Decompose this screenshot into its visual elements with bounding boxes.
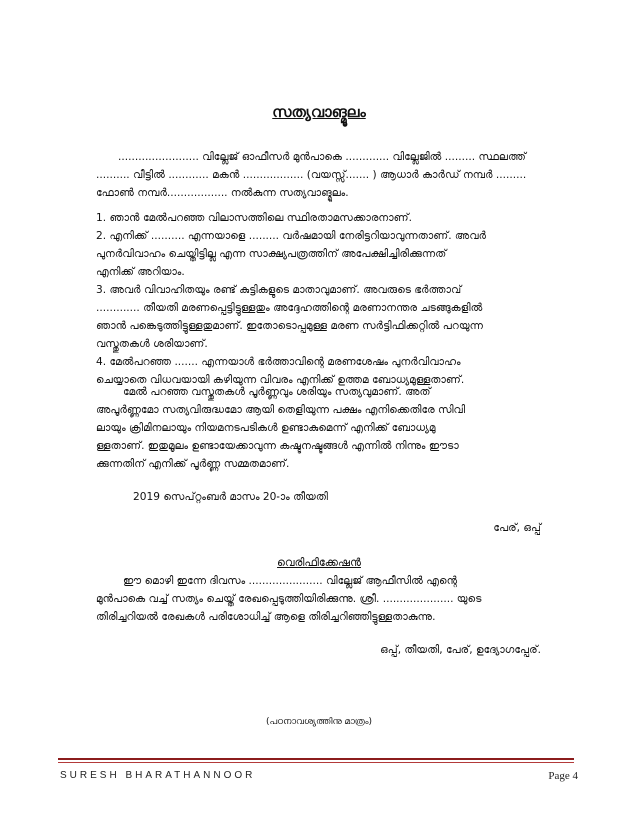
footer-author: SURESH BHARATHANNOOR <box>60 770 256 781</box>
declaration-line: ള്ളതാണ്. ഇതുമൂലം ഉണ്ടായേക്കാവുന്ന കഷ്ടനഷ്ടങ്ങൾ എന്നിൽ നിന്നും ഈടാ <box>96 440 459 452</box>
intro-paragraph <box>96 148 544 202</box>
study-note: (പഠനാവശ്യത്തിനു മാത്രം) <box>265 717 373 727</box>
point-line: വസ്തുതകൾ ശരിയാണ്. <box>96 338 208 350</box>
verification-paragraph <box>96 572 544 626</box>
point-line: പുനർവിവാഹം ചെയ്തിട്ടില്ല എന്ന സാക്ഷ്യപത്രത്തിന് അപേക്ഷിച്ചിരിക്കുന്നത് <box>96 248 447 260</box>
verification-line: തിരിച്ചറിയൽ രേഖകൾ പരിശോധിച്ച് ആളെ തിരിച്ചറിഞ്ഞിട്ടുള്ളതാകുന്നു. <box>96 611 436 623</box>
signature-name: പേര്, ഒപ്പ് <box>493 522 541 534</box>
verification-title: വെരിഫിക്കേഷൻ <box>277 556 361 569</box>
declaration-line: അപൂർണ്ണമോ സത്യവിരുദ്ധമോ ആയി തെളിയുന്ന പക്ഷം എനിക്കെതിരേ സിവി <box>96 404 466 416</box>
point-line: 1. ഞാൻ മേൽപറഞ്ഞ വിലാസത്തിലെ സ്ഥിരതാമസക്കാരനാണ്. <box>96 212 412 224</box>
declaration-paragraph <box>96 383 544 473</box>
officer-signature: ഒപ്പ്, തീയതി, പേര്, ഉദ്യോഗപ്പേര്. <box>380 644 541 656</box>
date-line: 2019 സെപ്റ്റംബർ മാസം 20-ാം തീയതി <box>133 491 328 503</box>
points-paragraph <box>96 209 544 389</box>
page-number: Page 4 <box>548 770 578 782</box>
footer-rule-thin <box>58 762 574 763</box>
verification-line: മുൻപാകെ വച്ച് സത്യം ചെയ്ത് രേഖപ്പെടുത്തിയിരിക്കുന്നു. ശ്രീ. ..................... യുടെ <box>96 593 482 605</box>
verification-line: ഈ മൊഴി ഇന്നേ ദിവസം ...................... വില്ലേജ് ആഫീസിൽ എന്റെ <box>96 575 458 587</box>
point-line: 4. മേൽപറഞ്ഞ ....... എന്നയാൾ ഭർത്താവിന്റെ മരണശേഷം പുനർവിവാഹം <box>96 356 461 368</box>
document-title: സത്യവാങ്മൂലം <box>272 103 366 121</box>
intro-line: ........................ വില്ലേജ് ഓഫീസർ മുൻപാകെ ............. വില്ലേജിൽ ......... സ്ഥലത്ത് <box>118 151 526 163</box>
declaration-line: മേൽ പറഞ്ഞ വസ്തുതകൾ പൂർണ്ണവും ശരിയും സത്യവുമാണ്. അത് <box>96 386 431 398</box>
point-line: ചെയ്യാതെ വിധവയായി കഴിയുന്ന വിവരം എനിക്ക് ഉത്തമ ബോധ്യമുള്ളതാണ്. <box>96 374 465 386</box>
footer-rule <box>58 758 574 760</box>
intro-line: ഫോൺ നമ്പർ.................. നൽകുന്ന സത്യവാങ്മൂലം. <box>96 187 349 199</box>
point-line: ഞാൻ പങ്കെടുത്തിട്ടുള്ളതുമാണ്. ഇതോടൊപ്പമുള്ള മരണ സർട്ടിഫിക്കറ്റിൽ പറയുന്ന <box>96 320 484 332</box>
declaration-line: ലായും ക്രിമിനലായും നിയമനടപടികൾ ഉണ്ടാകുമെന്ന് എനിക്ക് ബോധ്യമു <box>96 422 436 434</box>
point-line: എനിക്ക് അറിയാം. <box>96 266 185 278</box>
intro-line: .......... വീട്ടിൽ ............ മകൻ .................. (വയസ്സ്....... ) ആധാർ കാർഡ് നമ്പർ ......... <box>96 169 527 181</box>
point-line: ............. തീയതി മരണപ്പെട്ടിട്ടുള്ളതും അദ്ദേഹത്തിന്റെ മരണാനന്തര ചടങ്ങുകളിൽ <box>96 302 483 314</box>
point-line: 3. അവർ വിവാഹിതയും രണ്ട് കുട്ടികളുടെ മാതാവുമാണ്. അവരുടെ ഭർത്താവ് <box>96 284 462 296</box>
declaration-line: ക്കുന്നതിന് എനിക്ക് പൂർണ്ണ സമ്മതമാണ്. <box>96 458 290 470</box>
point-line: 2. എനിക്ക് .......... എന്നയാളെ ......... വർഷമായി നേരിട്ടറിയാവുന്നതാണ്. അവർ <box>96 230 487 242</box>
